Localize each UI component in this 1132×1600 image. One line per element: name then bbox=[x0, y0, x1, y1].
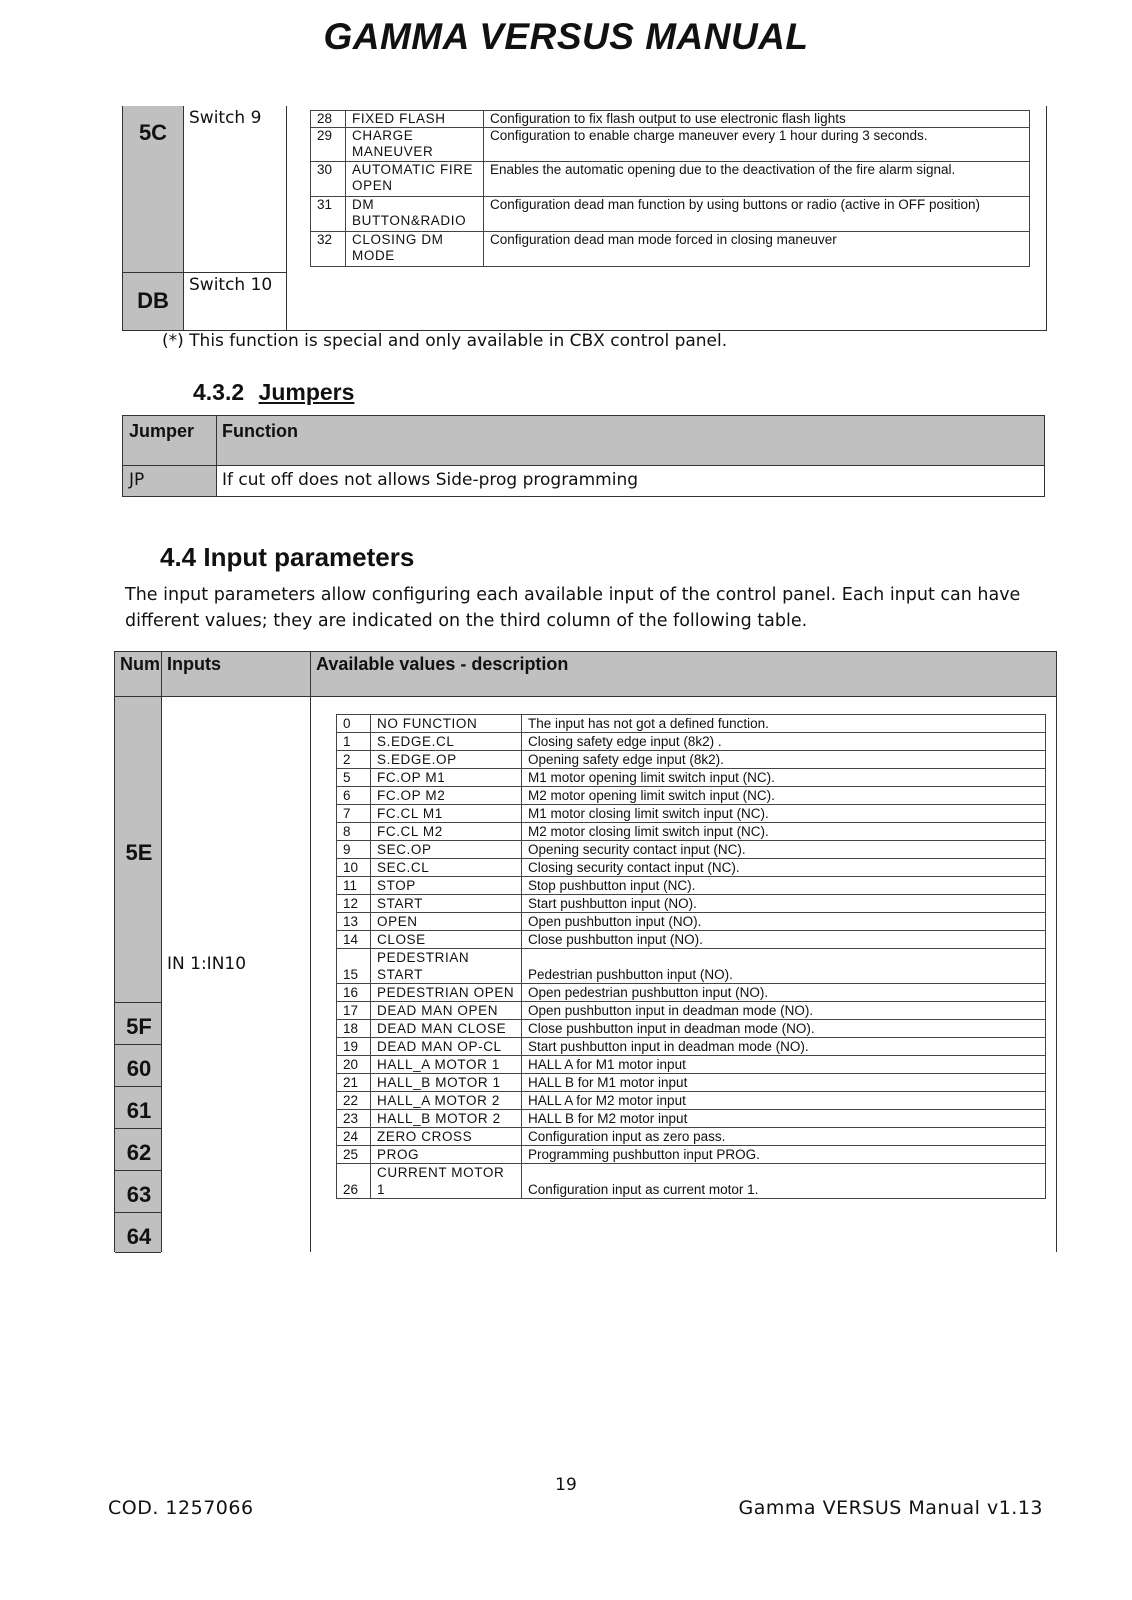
manual-version: Gamma VERSUS Manual v1.13 bbox=[738, 1497, 1043, 1519]
option-desc: Closing safety edge input (8k2) . bbox=[522, 733, 1046, 751]
table-row bbox=[337, 823, 1046, 841]
option-desc: M2 motor opening limit switch input (NC). bbox=[522, 787, 1046, 805]
option-num: 12 bbox=[337, 895, 371, 913]
option-num: 14 bbox=[337, 931, 371, 949]
col-header-num: Num bbox=[120, 654, 160, 674]
table-row bbox=[337, 1128, 1046, 1146]
option-num: 29 bbox=[311, 128, 346, 162]
option-num: 22 bbox=[337, 1092, 371, 1110]
option-name: NO FUNCTION bbox=[371, 715, 522, 733]
option-name: PEDESTRIAN START bbox=[371, 949, 522, 984]
col-header-values: Available values - description bbox=[316, 654, 569, 674]
option-num: 16 bbox=[337, 984, 371, 1002]
table-row bbox=[337, 1056, 1046, 1074]
option-name: START bbox=[371, 895, 522, 913]
option-name: FC.CL M1 bbox=[371, 805, 522, 823]
option-desc: M1 motor opening limit switch input (NC). bbox=[522, 769, 1046, 787]
option-desc: Enables the automatic opening due to the deactivation of the fire alarm signal. bbox=[484, 162, 1030, 197]
table-row bbox=[337, 787, 1046, 805]
table-row bbox=[337, 1110, 1046, 1128]
footnote: (*) This function is special and only available in CBX control panel. bbox=[162, 331, 728, 351]
option-num: 19 bbox=[337, 1038, 371, 1056]
option-desc: Pedestrian pushbutton input (NO). bbox=[522, 949, 1046, 984]
table-row bbox=[337, 805, 1046, 823]
option-name: DEAD MAN OP-CL bbox=[371, 1038, 522, 1056]
table-row bbox=[337, 1074, 1046, 1092]
intro-paragraph: The input parameters allow configuring each available input of the control panel. Each input can have different values; they are indicated on the third column of the following table. bbox=[125, 585, 1021, 631]
option-name: OPEN bbox=[371, 913, 522, 931]
option-name: FC.OP M1 bbox=[371, 769, 522, 787]
option-name: S.EDGE.OP bbox=[371, 751, 522, 769]
option-desc: Programming pushbutton input PROG. bbox=[522, 1146, 1046, 1164]
table-row bbox=[337, 841, 1046, 859]
option-num: 10 bbox=[337, 859, 371, 877]
option-num: 25 bbox=[337, 1146, 371, 1164]
option-name: HALL_A MOTOR 1 bbox=[371, 1056, 522, 1074]
param-code: 60 bbox=[126, 1056, 152, 1081]
switch-name: Switch 9 bbox=[189, 108, 262, 128]
page-title: GAMMA VERSUS MANUAL bbox=[323, 16, 809, 57]
option-desc: Open pushbutton input in deadman mode (NO). bbox=[522, 1002, 1046, 1020]
option-num: 2 bbox=[337, 751, 371, 769]
option-num: 7 bbox=[337, 805, 371, 823]
option-desc: The input has not got a defined function. bbox=[522, 715, 1046, 733]
table-row bbox=[337, 733, 1046, 751]
section-title: Jumpers bbox=[258, 379, 355, 405]
jumper-id: JP bbox=[129, 470, 145, 490]
table-row bbox=[337, 859, 1046, 877]
table-row bbox=[337, 769, 1046, 787]
option-num: 0 bbox=[337, 715, 371, 733]
doc-code: COD. 1257066 bbox=[108, 1497, 254, 1519]
option-num: 20 bbox=[337, 1056, 371, 1074]
table-row bbox=[311, 162, 1030, 197]
option-name: AUTOMATIC FIRE OPEN bbox=[346, 162, 484, 197]
option-name: FIXED FLASH bbox=[346, 111, 484, 128]
option-name: FC.OP M2 bbox=[371, 787, 522, 805]
table-row bbox=[337, 984, 1046, 1002]
param-code: DB bbox=[137, 288, 169, 313]
option-desc: Open pushbutton input (NO). bbox=[522, 913, 1046, 931]
option-desc: Stop pushbutton input (NC). bbox=[522, 877, 1046, 895]
option-num: 23 bbox=[337, 1110, 371, 1128]
table-row bbox=[337, 1038, 1046, 1056]
option-num: 8 bbox=[337, 823, 371, 841]
option-name: CHARGE MANEUVER bbox=[346, 128, 484, 162]
option-num: 11 bbox=[337, 877, 371, 895]
inputs-range: IN 1:IN10 bbox=[167, 954, 247, 974]
option-num: 31 bbox=[311, 197, 346, 232]
option-name: DM BUTTON&RADIO bbox=[346, 197, 484, 232]
table-row bbox=[337, 751, 1046, 769]
section-heading-jumpers bbox=[193, 379, 354, 406]
table-row bbox=[337, 895, 1046, 913]
option-desc: Close pushbutton input in deadman mode (NO). bbox=[522, 1020, 1046, 1038]
option-desc: HALL B for M2 motor input bbox=[522, 1110, 1046, 1128]
option-name: CURRENT MOTOR 1 bbox=[371, 1164, 522, 1199]
switch-name: Switch 10 bbox=[189, 275, 273, 295]
option-desc: M1 motor closing limit switch input (NC). bbox=[522, 805, 1046, 823]
param-code: 62 bbox=[126, 1140, 152, 1165]
col-header-function: Function bbox=[222, 421, 298, 441]
switch-options-table bbox=[310, 110, 1030, 267]
option-num: 6 bbox=[337, 787, 371, 805]
option-name: STOP bbox=[371, 877, 522, 895]
option-desc: Configuration to enable charge maneuver every 1 hour during 3 seconds. bbox=[484, 128, 1030, 162]
option-name: HALL_A MOTOR 2 bbox=[371, 1092, 522, 1110]
page-number: 19 bbox=[555, 1475, 577, 1495]
option-num: 21 bbox=[337, 1074, 371, 1092]
option-num: 15 bbox=[337, 949, 371, 984]
option-name: S.EDGE.CL bbox=[371, 733, 522, 751]
table-row bbox=[337, 1020, 1046, 1038]
table-row bbox=[337, 949, 1046, 984]
option-name: CLOSE bbox=[371, 931, 522, 949]
option-name: DEAD MAN OPEN bbox=[371, 1002, 522, 1020]
option-num: 18 bbox=[337, 1020, 371, 1038]
option-num: 13 bbox=[337, 913, 371, 931]
param-code: 5C bbox=[138, 120, 168, 145]
option-num: 5 bbox=[337, 769, 371, 787]
option-name: DEAD MAN CLOSE bbox=[371, 1020, 522, 1038]
option-num: 28 bbox=[311, 111, 346, 128]
table-row bbox=[337, 1002, 1046, 1020]
table-row bbox=[337, 877, 1046, 895]
option-desc: Configuration dead man mode forced in closing maneuver bbox=[484, 232, 1030, 267]
option-desc: Close pushbutton input (NO). bbox=[522, 931, 1046, 949]
option-desc: HALL A for M1 motor input bbox=[522, 1056, 1046, 1074]
option-name: CLOSING DM MODE bbox=[346, 232, 484, 267]
option-num: 17 bbox=[337, 1002, 371, 1020]
option-desc: M2 motor closing limit switch input (NC). bbox=[522, 823, 1046, 841]
option-desc: Open pedestrian pushbutton input (NO). bbox=[522, 984, 1046, 1002]
option-name: SEC.OP bbox=[371, 841, 522, 859]
option-desc: Start pushbutton input in deadman mode (NO). bbox=[522, 1038, 1046, 1056]
option-desc: Configuration input as current motor 1. bbox=[522, 1164, 1046, 1199]
table-row bbox=[311, 128, 1030, 162]
option-num: 30 bbox=[311, 162, 346, 197]
table-row bbox=[311, 111, 1030, 128]
param-code: 64 bbox=[126, 1224, 152, 1249]
option-num: 32 bbox=[311, 232, 346, 267]
table-row bbox=[311, 232, 1030, 267]
param-code: 61 bbox=[126, 1098, 152, 1123]
table-row bbox=[337, 1146, 1046, 1164]
jumpers-table bbox=[122, 415, 1045, 497]
option-desc: HALL A for M2 motor input bbox=[522, 1092, 1046, 1110]
option-desc: Closing security contact input (NC). bbox=[522, 859, 1046, 877]
option-desc: HALL B for M1 motor input bbox=[522, 1074, 1046, 1092]
option-desc: Opening safety edge input (8k2). bbox=[522, 751, 1046, 769]
option-desc: Configuration to fix flash output to use electronic flash lights bbox=[484, 111, 1030, 128]
option-desc: Opening security contact input (NC). bbox=[522, 841, 1046, 859]
table-row bbox=[337, 913, 1046, 931]
option-desc: Configuration dead man function by using buttons or radio (active in OFF position) bbox=[484, 197, 1030, 232]
option-desc: Start pushbutton input (NO). bbox=[522, 895, 1046, 913]
input-options-table bbox=[336, 714, 1046, 1199]
param-code: 5F bbox=[126, 1014, 152, 1039]
option-num: 24 bbox=[337, 1128, 371, 1146]
option-name: HALL_B MOTOR 2 bbox=[371, 1110, 522, 1128]
option-num: 1 bbox=[337, 733, 371, 751]
table-row bbox=[311, 197, 1030, 232]
table-row bbox=[337, 1092, 1046, 1110]
option-name: FC.CL M2 bbox=[371, 823, 522, 841]
option-name: PEDESTRIAN OPEN bbox=[371, 984, 522, 1002]
table-row bbox=[337, 931, 1046, 949]
option-num: 26 bbox=[337, 1164, 371, 1199]
jumper-function: If cut off does not allows Side-prog programming bbox=[222, 470, 639, 490]
option-desc: Configuration input as zero pass. bbox=[522, 1128, 1046, 1146]
section-heading-input-parameters: 4.4 Input parameters bbox=[160, 542, 415, 572]
option-name: ZERO CROSS bbox=[371, 1128, 522, 1146]
param-code: 63 bbox=[126, 1182, 152, 1207]
option-name: SEC.CL bbox=[371, 859, 522, 877]
section-number: 4.3.2 bbox=[193, 379, 245, 405]
table-row bbox=[337, 1164, 1046, 1199]
table-row bbox=[337, 715, 1046, 733]
param-code: 5E bbox=[125, 840, 153, 865]
option-num: 9 bbox=[337, 841, 371, 859]
option-name: PROG bbox=[371, 1146, 522, 1164]
col-header-jumper: Jumper bbox=[129, 421, 195, 441]
option-name: HALL_B MOTOR 1 bbox=[371, 1074, 522, 1092]
col-header-inputs: Inputs bbox=[167, 654, 221, 674]
